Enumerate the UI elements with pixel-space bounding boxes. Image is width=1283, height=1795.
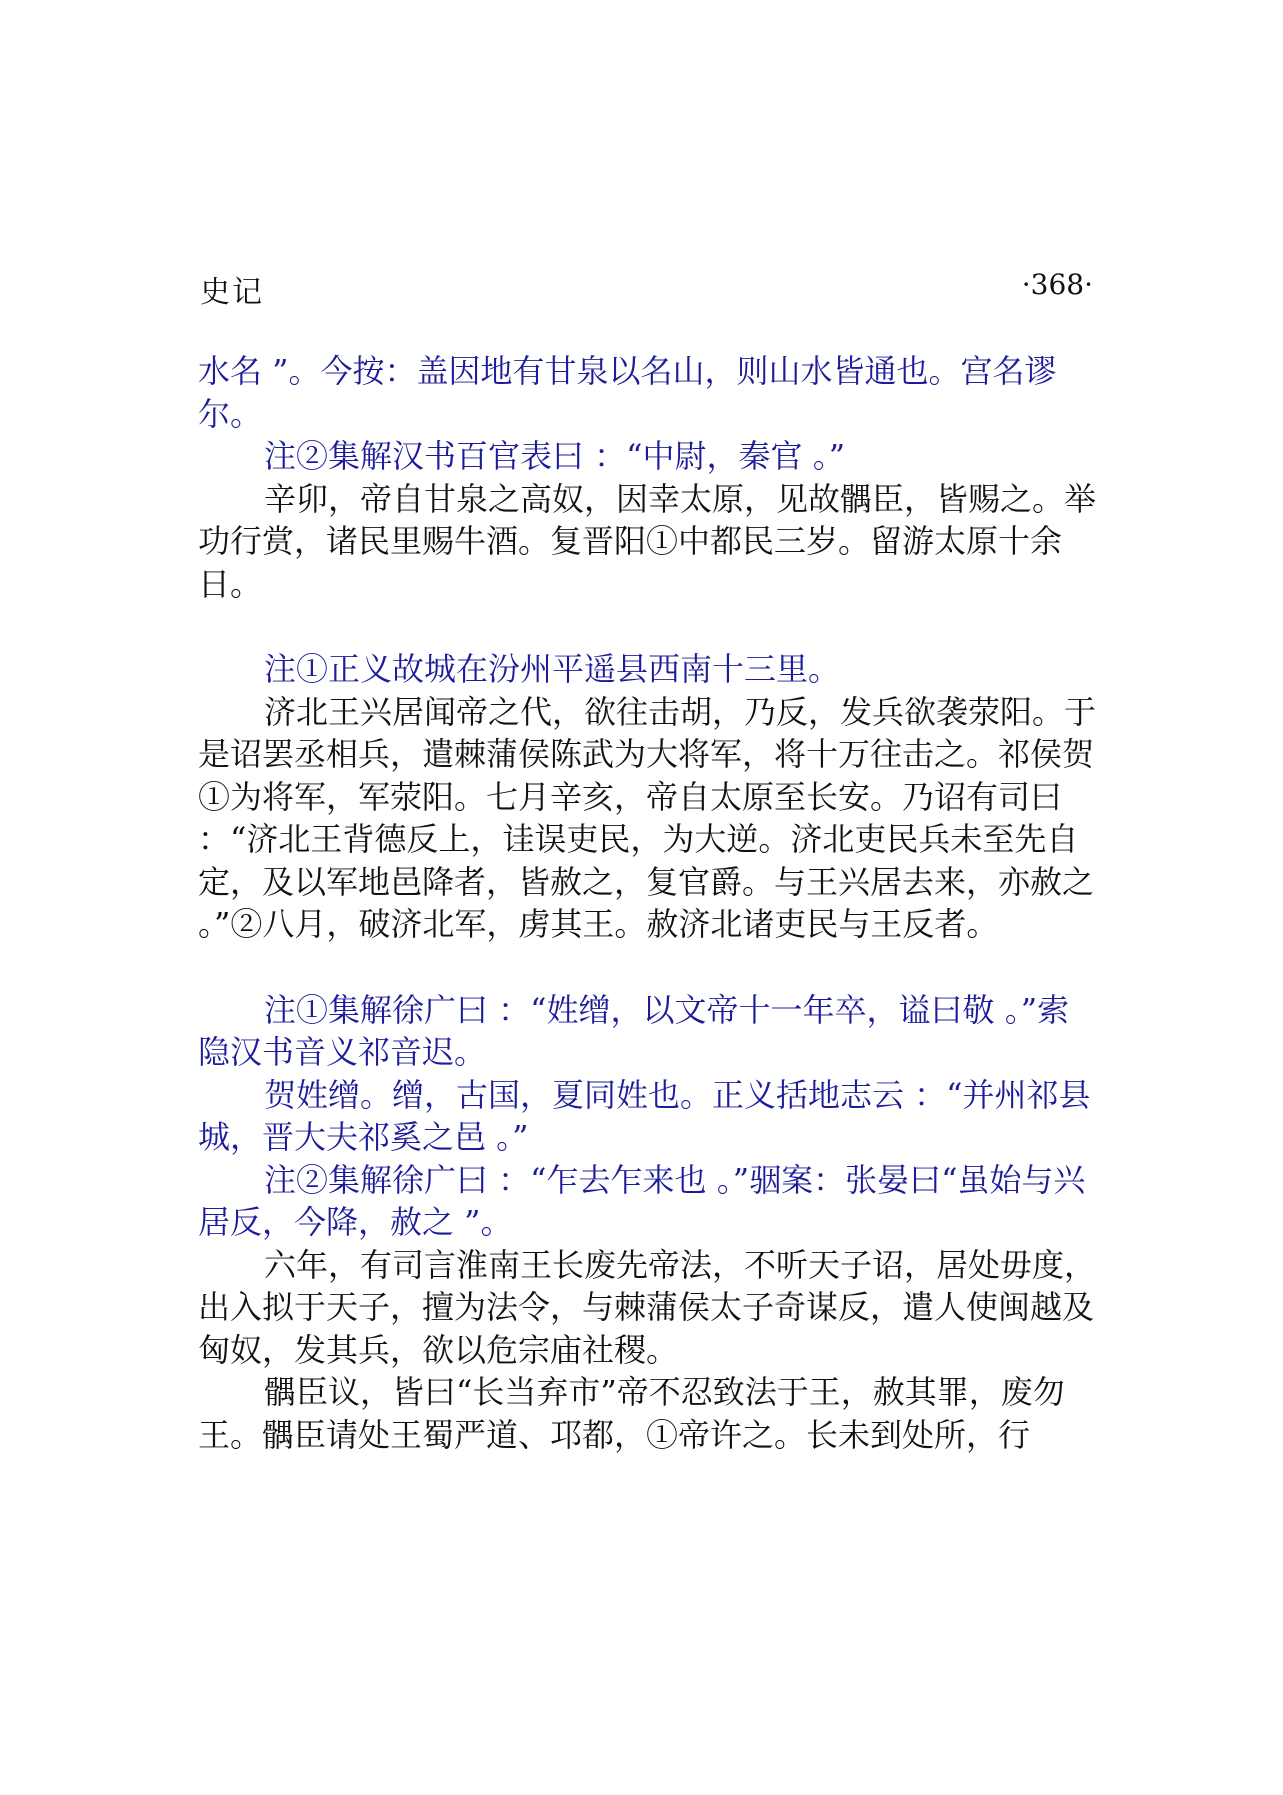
running-header-title: 史记 <box>200 275 264 310</box>
annotation-paragraph: 注①正义故城在汾州平遥县西南十三里。 <box>264 650 841 688</box>
page-number: ·368· <box>1021 268 1093 301</box>
page-body <box>198 350 1098 1456</box>
body-paragraph: 辛卯，帝自甘泉之高奴，因幸太原，见故髃臣，皆赐之。举功行赏，诸民里赐牛酒。复晋阳①中都民三岁。留游太原十余日。 <box>198 479 1097 603</box>
annotation-paragraph: 注②集解汉书百官表曰 ：“中尉，秦官 。” <box>264 437 846 475</box>
paragraph-gap <box>198 946 1098 989</box>
body-paragraph: 六年，有司言淮南王长废先帝法，不听天子诏，居处毋度，出入拟于天子，擅为法令，与棘蒲侯太子奇谋反，遣人使闽越及匈奴，发其兵，欲以危宗庙社稷。 <box>198 1245 1097 1369</box>
annotation-paragraph: 贺姓缯。缯，古国，夏同姓也。正义括地志云 ：“并州祁县城，晋大夫祁奚之邑 。” <box>198 1075 1091 1156</box>
body-paragraph: 髃臣议，皆曰“长当弃市”帝不忍致法于王，赦其罪，废勿王。髃臣请处王蜀严道、邛都，①帝许之。长未到处所，行 <box>198 1373 1065 1454</box>
body-paragraph: 济北王兴居闻帝之代，欲往击胡，乃反，发兵欲袭荥阳。于是诏罢丞相兵，遣棘蒲侯陈武为大将军，将十万往击之。祁侯贺①为将军，军荥阳。七月辛亥，帝自太原至长安。乃诏有司曰 ：“济北王背德反上，诖误吏民，为大逆。济北吏民兵未至先自定，及以军地邑降者，皆赦之，复官爵。与王兴居去来，亦赦之 。”②八月，破济北军，虏其王。赦济北诸吏民与王反者。 <box>198 692 1097 943</box>
paragraph-gap <box>198 605 1098 648</box>
annotation-paragraph: 水名 ”。今按：盖因地有甘泉以名山，则山水皆通也。宫名谬尔。 <box>198 352 1057 433</box>
annotation-paragraph: 注②集解徐广曰 ：“乍去乍来也 。”骃案：张晏曰“虽始与兴居反，今降，赦之 ”。 <box>198 1160 1086 1241</box>
annotation-paragraph: 注①集解徐广曰 ：“姓缯，以文帝十一年卒，谥曰敬 。”索隐汉书音义祁音迟。 <box>198 990 1070 1071</box>
